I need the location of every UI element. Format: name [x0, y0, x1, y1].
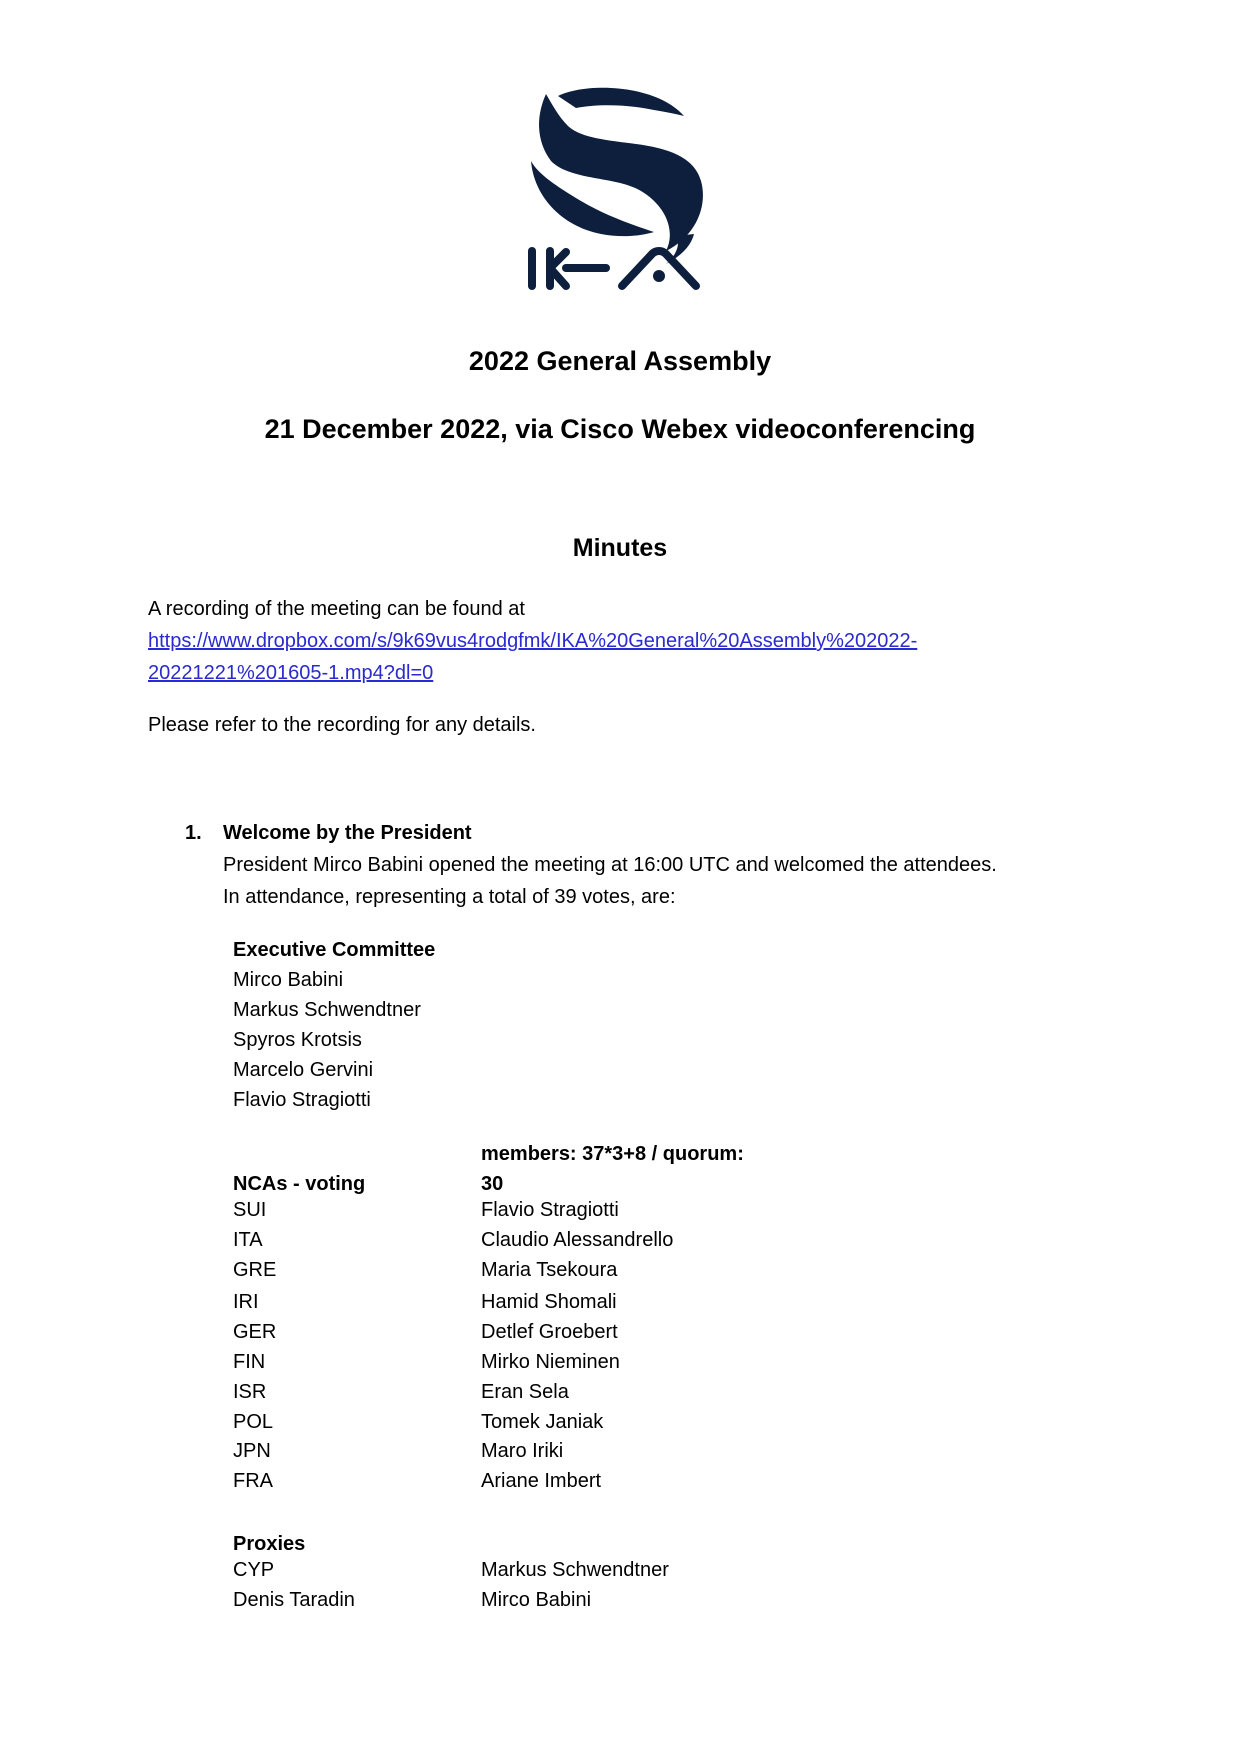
recording-link-line2[interactable]: 20221221%201605-1.mp4?dl=0 — [148, 662, 434, 684]
agenda-item-1-body — [223, 849, 997, 913]
executive-member: Spyros Krotsis — [233, 1029, 362, 1051]
ika-logo-text: IKA — [526, 86, 528, 87]
attendance-line: In attendance, representing a total of 39 votes, are: — [223, 886, 676, 908]
nca-delegate: Mirko Nieminen — [481, 1351, 620, 1373]
section-title-minutes: Minutes — [572, 534, 668, 562]
refer-text: Please refer to the recording for any details. — [148, 714, 536, 736]
quorum-label — [481, 1139, 744, 1199]
nca-code: GRE — [233, 1259, 277, 1281]
nca-row — [233, 1381, 993, 1411]
opening-line: President Mirco Babini opened the meeting at 16:00 UTC and welcomed the attendees. — [223, 854, 997, 876]
executive-member: Flavio Stragiotti — [233, 1089, 371, 1111]
nca-delegate: Flavio Stragiotti — [481, 1199, 619, 1221]
nca-delegate: Hamid Shomali — [481, 1291, 617, 1313]
executive-committee-heading: Executive Committee — [233, 939, 436, 961]
recording-intro — [148, 593, 917, 689]
nca-delegate: Maro Iriki — [481, 1440, 564, 1462]
nca-delegate: Tomek Janiak — [481, 1411, 604, 1433]
nca-delegate: Eran Sela — [481, 1381, 569, 1403]
agenda-item-number: 1. — [185, 822, 202, 844]
nca-code: GER — [233, 1321, 277, 1343]
nca-code: ISR — [233, 1381, 267, 1403]
nca-row — [233, 1321, 993, 1351]
nca-row — [233, 1411, 993, 1441]
nca-row — [233, 1229, 993, 1259]
executive-member: Markus Schwendtner — [233, 999, 421, 1021]
nca-code: FRA — [233, 1470, 273, 1492]
nca-code: SUI — [233, 1199, 267, 1221]
ncas-voting-heading: NCAs - voting — [233, 1173, 366, 1195]
executive-member: Marcelo Gervini — [233, 1059, 374, 1081]
proxy-holder: Markus Schwendtner — [481, 1559, 669, 1581]
proxy-holder: Mirco Babini — [481, 1589, 592, 1611]
proxy-row — [233, 1589, 993, 1619]
proxy-grantor: Denis Taradin — [233, 1589, 355, 1611]
proxy-row — [233, 1559, 993, 1589]
nca-delegate: Maria Tsekoura — [481, 1259, 618, 1281]
nca-code: IRI — [233, 1291, 259, 1313]
nca-code: ITA — [233, 1229, 263, 1251]
recording-link-line1[interactable]: https://www.dropbox.com/s/9k69vus4rodgfmk/IKA%20General%20Assembly%202022- — [148, 630, 918, 652]
nca-code: JPN — [233, 1440, 271, 1462]
nca-row — [233, 1291, 993, 1321]
ika-logo — [526, 86, 712, 296]
quorum-line1: members: 37*3+8 / quorum: — [481, 1143, 744, 1165]
proxy-grantor: CYP — [233, 1559, 275, 1581]
nca-row — [233, 1199, 993, 1229]
agenda-item-1-heading — [185, 817, 472, 849]
nca-row — [233, 1440, 993, 1470]
agenda-item-title: Welcome by the President — [223, 822, 472, 844]
document-title: 2022 General Assembly — [468, 346, 772, 376]
quorum-line2: 30 — [481, 1173, 504, 1195]
nca-delegate: Detlef Groebert — [481, 1321, 618, 1343]
nca-row — [233, 1259, 993, 1289]
nca-row — [233, 1470, 993, 1500]
recording-text: A recording of the meeting can be found at — [148, 598, 525, 620]
nca-delegate: Claudio Alessandrello — [481, 1229, 674, 1251]
nca-code: FIN — [233, 1351, 266, 1373]
proxies-heading: Proxies — [233, 1533, 306, 1555]
document-subtitle: 21 December 2022, via Cisco Webex videoconferencing — [264, 414, 976, 444]
nca-delegate: Ariane Imbert — [481, 1470, 602, 1492]
nca-row — [233, 1351, 993, 1381]
executive-member: Mirco Babini — [233, 969, 344, 991]
executive-committee-list — [233, 935, 435, 1115]
nca-code: POL — [233, 1411, 274, 1433]
